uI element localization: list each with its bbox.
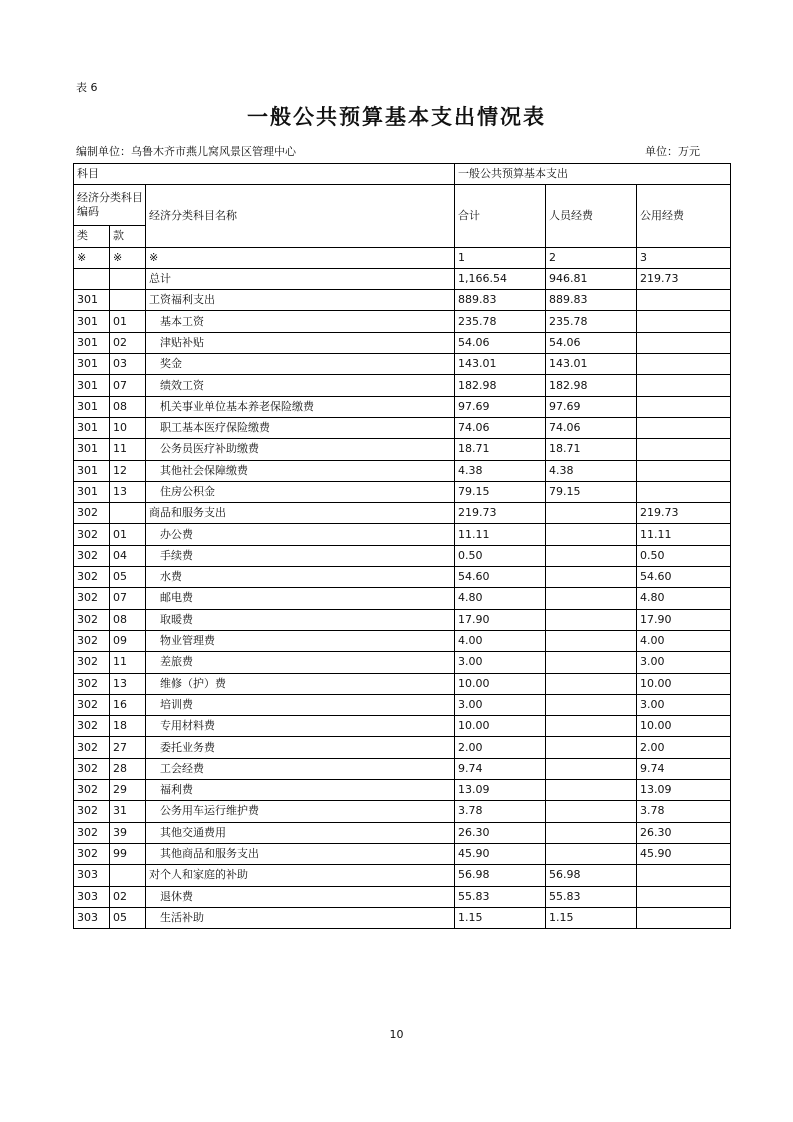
cell-total: 235.78 <box>455 311 546 332</box>
cell-total: 1,166.54 <box>455 268 546 289</box>
cell-lei: 302 <box>74 545 110 566</box>
cell-public: 9.74 <box>637 758 731 779</box>
cell-name: 绩效工资 <box>146 375 455 396</box>
cell-kuan: 18 <box>110 716 146 737</box>
cell-lei: 302 <box>74 609 110 630</box>
cell-total: 0.50 <box>455 545 546 566</box>
cell-name: 手续费 <box>146 545 455 566</box>
cell-total: 54.60 <box>455 567 546 588</box>
cell-name: 维修（护）费 <box>146 673 455 694</box>
cell-kuan: 04 <box>110 545 146 566</box>
cell-public <box>637 290 731 311</box>
cell-lei: 303 <box>74 907 110 928</box>
cell-public <box>637 354 731 375</box>
cell-name: 机关事业单位基本养老保险缴费 <box>146 396 455 417</box>
cell-name: 水费 <box>146 567 455 588</box>
cell-total: 4.00 <box>455 630 546 651</box>
cell-public: 13.09 <box>637 780 731 801</box>
cell-kuan: 29 <box>110 780 146 801</box>
cell-total: 182.98 <box>455 375 546 396</box>
header-col-3: 3 <box>637 247 731 268</box>
cell-kuan: 10 <box>110 417 146 438</box>
cell-personnel <box>546 780 637 801</box>
cell-personnel <box>546 545 637 566</box>
cell-total: 45.90 <box>455 843 546 864</box>
cell-lei: 301 <box>74 481 110 502</box>
cell-name: 专用材料费 <box>146 716 455 737</box>
header-kuan: 款 <box>110 226 146 247</box>
cell-personnel <box>546 609 637 630</box>
cell-public: 3.00 <box>637 652 731 673</box>
cell-kuan: 01 <box>110 311 146 332</box>
cell-public <box>637 439 731 460</box>
table-row <box>74 417 731 438</box>
cell-personnel: 889.83 <box>546 290 637 311</box>
cell-personnel <box>546 588 637 609</box>
table-row <box>74 737 731 758</box>
cell-lei: 302 <box>74 567 110 588</box>
cell-kuan: 07 <box>110 588 146 609</box>
cell-name: 公务员医疗补助缴费 <box>146 439 455 460</box>
cell-public <box>637 417 731 438</box>
cell-name: 退休费 <box>146 886 455 907</box>
cell-lei: 301 <box>74 439 110 460</box>
cell-name: 培训费 <box>146 694 455 715</box>
cell-public <box>637 311 731 332</box>
cell-lei: 302 <box>74 822 110 843</box>
table-row <box>74 801 731 822</box>
cell-personnel <box>546 843 637 864</box>
cell-public <box>637 481 731 502</box>
header-econ-name: 经济分类科目名称 <box>146 185 455 247</box>
cell-kuan: 16 <box>110 694 146 715</box>
cell-total: 56.98 <box>455 865 546 886</box>
cell-total: 9.74 <box>455 758 546 779</box>
header-general-budget: 一般公共预算基本支出 <box>455 164 731 185</box>
cell-name: 委托业务费 <box>146 737 455 758</box>
cell-total: 4.80 <box>455 588 546 609</box>
cell-name: 其他交通费用 <box>146 822 455 843</box>
cell-kuan: 02 <box>110 332 146 353</box>
cell-total: 1.15 <box>455 907 546 928</box>
cell-name: 住房公积金 <box>146 481 455 502</box>
cell-name: 差旅费 <box>146 652 455 673</box>
cell-name: 基本工资 <box>146 311 455 332</box>
cell-personnel <box>546 630 637 651</box>
cell-lei: 301 <box>74 290 110 311</box>
cell-kuan: 11 <box>110 652 146 673</box>
table-row <box>74 865 731 886</box>
cell-personnel: 97.69 <box>546 396 637 417</box>
table-row <box>74 716 731 737</box>
cell-total: 17.90 <box>455 609 546 630</box>
cell-public: 3.00 <box>637 694 731 715</box>
cell-kuan: 08 <box>110 396 146 417</box>
table-row <box>74 460 731 481</box>
table-row <box>74 588 731 609</box>
cell-public <box>637 865 731 886</box>
cell-kuan: 99 <box>110 843 146 864</box>
cell-name: 公务用车运行维护费 <box>146 801 455 822</box>
cell-name: 奖金 <box>146 354 455 375</box>
cell-public: 3.78 <box>637 801 731 822</box>
unit-label: 单位：万元 <box>645 145 700 158</box>
cell-public <box>637 396 731 417</box>
cell-lei: 301 <box>74 375 110 396</box>
table-row <box>74 694 731 715</box>
cell-public <box>637 375 731 396</box>
table-row <box>74 268 731 289</box>
cell-total: 54.06 <box>455 332 546 353</box>
cell-lei: 302 <box>74 694 110 715</box>
cell-lei: 302 <box>74 737 110 758</box>
cell-total: 10.00 <box>455 716 546 737</box>
table-row <box>74 524 731 545</box>
cell-personnel <box>546 758 637 779</box>
cell-kuan: 13 <box>110 481 146 502</box>
table-row <box>74 886 731 907</box>
org-label: 编制单位：乌鲁木齐市燕儿窝风景区管理中心 <box>76 145 296 158</box>
table-row <box>74 652 731 673</box>
meta-line <box>76 143 730 159</box>
cell-total: 4.38 <box>455 460 546 481</box>
cell-personnel: 143.01 <box>546 354 637 375</box>
cell-total: 143.01 <box>455 354 546 375</box>
cell-total: 18.71 <box>455 439 546 460</box>
cell-lei: 302 <box>74 630 110 651</box>
cell-total: 55.83 <box>455 886 546 907</box>
header-row-2 <box>74 185 731 226</box>
cell-public: 0.50 <box>637 545 731 566</box>
cell-personnel: 4.38 <box>546 460 637 481</box>
cell-lei: 303 <box>74 886 110 907</box>
cell-public: 11.11 <box>637 524 731 545</box>
cell-lei: 302 <box>74 801 110 822</box>
cell-personnel <box>546 822 637 843</box>
header-mark-3: ※ <box>146 247 455 268</box>
cell-lei: 301 <box>74 396 110 417</box>
cell-public <box>637 907 731 928</box>
cell-total: 3.00 <box>455 652 546 673</box>
cell-kuan: 12 <box>110 460 146 481</box>
cell-kuan: 27 <box>110 737 146 758</box>
cell-personnel <box>546 673 637 694</box>
cell-lei: 302 <box>74 758 110 779</box>
cell-total: 79.15 <box>455 481 546 502</box>
header-public: 公用经费 <box>637 185 731 247</box>
cell-personnel: 55.83 <box>546 886 637 907</box>
cell-lei: 301 <box>74 417 110 438</box>
cell-personnel: 1.15 <box>546 907 637 928</box>
cell-lei: 302 <box>74 780 110 801</box>
table-row <box>74 290 731 311</box>
cell-lei: 301 <box>74 460 110 481</box>
budget-table <box>73 163 731 929</box>
cell-personnel: 56.98 <box>546 865 637 886</box>
cell-total: 889.83 <box>455 290 546 311</box>
header-row-4 <box>74 247 731 268</box>
table-row <box>74 630 731 651</box>
cell-public: 26.30 <box>637 822 731 843</box>
cell-public: 10.00 <box>637 673 731 694</box>
cell-personnel <box>546 567 637 588</box>
cell-personnel: 74.06 <box>546 417 637 438</box>
cell-kuan: 01 <box>110 524 146 545</box>
cell-name: 取暖费 <box>146 609 455 630</box>
cell-lei: 302 <box>74 652 110 673</box>
cell-personnel <box>546 694 637 715</box>
cell-kuan: 11 <box>110 439 146 460</box>
cell-lei <box>74 268 110 289</box>
cell-lei: 301 <box>74 311 110 332</box>
cell-total: 11.11 <box>455 524 546 545</box>
cell-public <box>637 332 731 353</box>
header-mark-1: ※ <box>74 247 110 268</box>
cell-name: 邮电费 <box>146 588 455 609</box>
header-subject: 科目 <box>74 164 455 185</box>
page-number: 10 <box>389 1028 404 1041</box>
cell-personnel: 79.15 <box>546 481 637 502</box>
cell-name: 福利费 <box>146 780 455 801</box>
cell-personnel <box>546 503 637 524</box>
cell-personnel: 946.81 <box>546 268 637 289</box>
cell-kuan: 03 <box>110 354 146 375</box>
cell-public: 4.00 <box>637 630 731 651</box>
table-row <box>74 439 731 460</box>
header-lei: 类 <box>74 226 110 247</box>
cell-lei: 302 <box>74 524 110 545</box>
cell-total: 219.73 <box>455 503 546 524</box>
cell-kuan: 02 <box>110 886 146 907</box>
cell-total: 74.06 <box>455 417 546 438</box>
cell-lei: 302 <box>74 716 110 737</box>
cell-lei: 302 <box>74 588 110 609</box>
table-row <box>74 375 731 396</box>
table-row <box>74 843 731 864</box>
cell-personnel <box>546 524 637 545</box>
table-row <box>74 822 731 843</box>
cell-kuan: 28 <box>110 758 146 779</box>
cell-public <box>637 460 731 481</box>
cell-name: 对个人和家庭的补助 <box>146 865 455 886</box>
cell-personnel <box>546 737 637 758</box>
cell-name: 工资福利支出 <box>146 290 455 311</box>
cell-lei: 302 <box>74 673 110 694</box>
page-title: 一般公共预算基本支出情况表 <box>247 105 546 129</box>
cell-name: 职工基本医疗保险缴费 <box>146 417 455 438</box>
table-row <box>74 780 731 801</box>
table-row <box>74 481 731 502</box>
cell-name: 物业管理费 <box>146 630 455 651</box>
cell-kuan: 39 <box>110 822 146 843</box>
cell-total: 26.30 <box>455 822 546 843</box>
table-row <box>74 907 731 928</box>
cell-name: 津贴补贴 <box>146 332 455 353</box>
cell-public <box>637 886 731 907</box>
cell-total: 97.69 <box>455 396 546 417</box>
cell-public: 45.90 <box>637 843 731 864</box>
table-row <box>74 673 731 694</box>
cell-total: 10.00 <box>455 673 546 694</box>
cell-lei: 302 <box>74 843 110 864</box>
cell-kuan: 08 <box>110 609 146 630</box>
cell-public: 4.80 <box>637 588 731 609</box>
cell-name: 商品和服务支出 <box>146 503 455 524</box>
header-personnel: 人员经费 <box>546 185 637 247</box>
cell-kuan <box>110 268 146 289</box>
header-total: 合计 <box>455 185 546 247</box>
cell-public: 10.00 <box>637 716 731 737</box>
cell-name: 办公费 <box>146 524 455 545</box>
cell-total: 2.00 <box>455 737 546 758</box>
header-row-1 <box>74 164 731 185</box>
cell-name: 工会经费 <box>146 758 455 779</box>
cell-public: 2.00 <box>637 737 731 758</box>
table-row <box>74 332 731 353</box>
header-col-2: 2 <box>546 247 637 268</box>
table-row <box>74 609 731 630</box>
cell-public: 219.73 <box>637 503 731 524</box>
cell-personnel: 235.78 <box>546 311 637 332</box>
cell-lei: 301 <box>74 332 110 353</box>
table-row <box>74 396 731 417</box>
cell-public: 17.90 <box>637 609 731 630</box>
cell-personnel: 18.71 <box>546 439 637 460</box>
cell-personnel <box>546 801 637 822</box>
table-tag: 表 6 <box>76 81 98 94</box>
cell-personnel: 54.06 <box>546 332 637 353</box>
cell-kuan <box>110 290 146 311</box>
cell-lei: 301 <box>74 354 110 375</box>
cell-kuan <box>110 865 146 886</box>
table-row <box>74 503 731 524</box>
cell-personnel <box>546 652 637 673</box>
cell-name: 总计 <box>146 268 455 289</box>
cell-personnel: 182.98 <box>546 375 637 396</box>
table-row <box>74 354 731 375</box>
cell-kuan: 05 <box>110 907 146 928</box>
cell-name: 生活补助 <box>146 907 455 928</box>
table-row <box>74 311 731 332</box>
cell-kuan <box>110 503 146 524</box>
cell-kuan: 13 <box>110 673 146 694</box>
cell-kuan: 07 <box>110 375 146 396</box>
cell-lei: 302 <box>74 503 110 524</box>
cell-total: 3.78 <box>455 801 546 822</box>
cell-name: 其他商品和服务支出 <box>146 843 455 864</box>
table-row <box>74 545 731 566</box>
cell-total: 13.09 <box>455 780 546 801</box>
header-econ-code: 经济分类科目编码 <box>74 185 146 226</box>
cell-kuan: 05 <box>110 567 146 588</box>
table-row <box>74 758 731 779</box>
cell-public: 54.60 <box>637 567 731 588</box>
cell-lei: 303 <box>74 865 110 886</box>
cell-kuan: 31 <box>110 801 146 822</box>
table-row <box>74 567 731 588</box>
cell-name: 其他社会保障缴费 <box>146 460 455 481</box>
header-col-1: 1 <box>455 247 546 268</box>
cell-kuan: 09 <box>110 630 146 651</box>
cell-total: 3.00 <box>455 694 546 715</box>
cell-personnel <box>546 716 637 737</box>
header-mark-2: ※ <box>110 247 146 268</box>
cell-public: 219.73 <box>637 268 731 289</box>
